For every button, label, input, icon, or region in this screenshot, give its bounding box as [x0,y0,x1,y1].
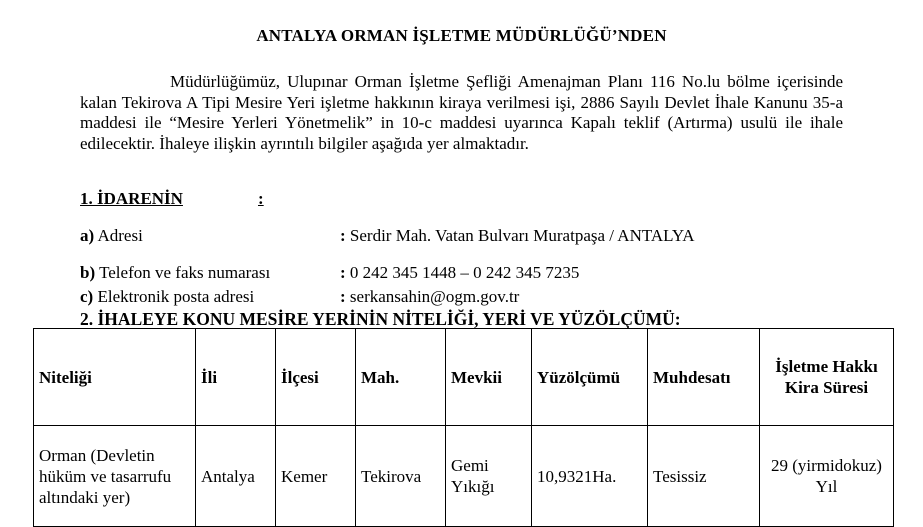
header-il: İli [196,329,276,426]
section-2-heading: 2. İHALEYE KONU MESİRE YERİNİN NİTELİĞİ, YERİ VE YÜZÖLÇÜMÜ: [80,309,681,329]
cell-kira-suresi: 29 (yirmidokuz) Yıl [760,426,894,527]
email-label: Elektronik posta adresi [93,287,255,306]
header-kira-suresi: İşletme Hakkı Kira Süresi [760,329,894,426]
section-1-heading [80,189,264,209]
header-nitelik: Niteliği [34,329,196,426]
address-value: Serdir Mah. Vatan Bulvarı Muratpaşa / ANTALYA [345,226,695,245]
cell-il: Antalya [196,426,276,527]
cell-yuzolcum: 10,9321Ha. [532,426,648,527]
email-row [80,287,520,307]
header-muhdesat: Muhdesatı [648,329,760,426]
cell-muhdesat: Tesissiz [648,426,760,527]
phone-fax-row [80,263,580,283]
address-label: Adresi [94,226,143,245]
cell-mevki: Gemi Yıkığı [446,426,532,527]
email-value: serkansahin@ogm.gov.tr [345,287,520,306]
cell-ilce: Kemer [276,426,356,527]
intro-paragraph: Müdürlüğümüz, Ulupınar Orman İşletme Şefliği Amenajman Planı 116 No.lu bölme içerisinde kalan Tekirova A Tipi Mesire Yeri işletme hakkının kiraya verilmesi işi, 2886 Sayılı Devlet İhale Kanunu 35-a maddesi ile “Mesire Yerleri Yönetmelik” in 10-c maddesi uyarınca Kapalı teklif (Artırma) usulü ile ihale edilecektir. İhaleye ilişkin ayrıntılı bilgiler aşağıda yer almaktadır. [80,72,843,153]
header-mevki: Mevkii [446,329,532,426]
item-colon: : [340,263,346,282]
header-yuzolcum: Yüzölçümü [532,329,648,426]
table-header-row [34,329,894,426]
item-letter: c) [80,287,94,306]
header-ilce: İlçesi [276,329,356,426]
header-mahalle: Mah. [356,329,446,426]
phone-fax-label: Telefon ve faks numarası [95,263,271,282]
phone-fax-value: 0 242 345 1448 – 0 242 345 7235 [345,263,580,282]
table-row [34,426,894,527]
item-letter: a) [80,226,95,245]
property-table [33,328,894,527]
item-colon: : [340,226,346,245]
section-1-colon: : [258,189,264,208]
cell-mahalle: Tekirova [356,426,446,527]
cell-nitelik: Orman (Devletin hüküm ve tasarrufu altındaki yer) [34,426,196,527]
item-colon: : [340,287,346,306]
document-title: ANTALYA ORMAN İŞLETME MÜDÜRLÜĞÜ’NDEN [256,26,667,45]
item-letter: b) [80,263,96,282]
address-row [80,226,695,246]
section-1-title: 1. İDARENİN [80,189,183,208]
